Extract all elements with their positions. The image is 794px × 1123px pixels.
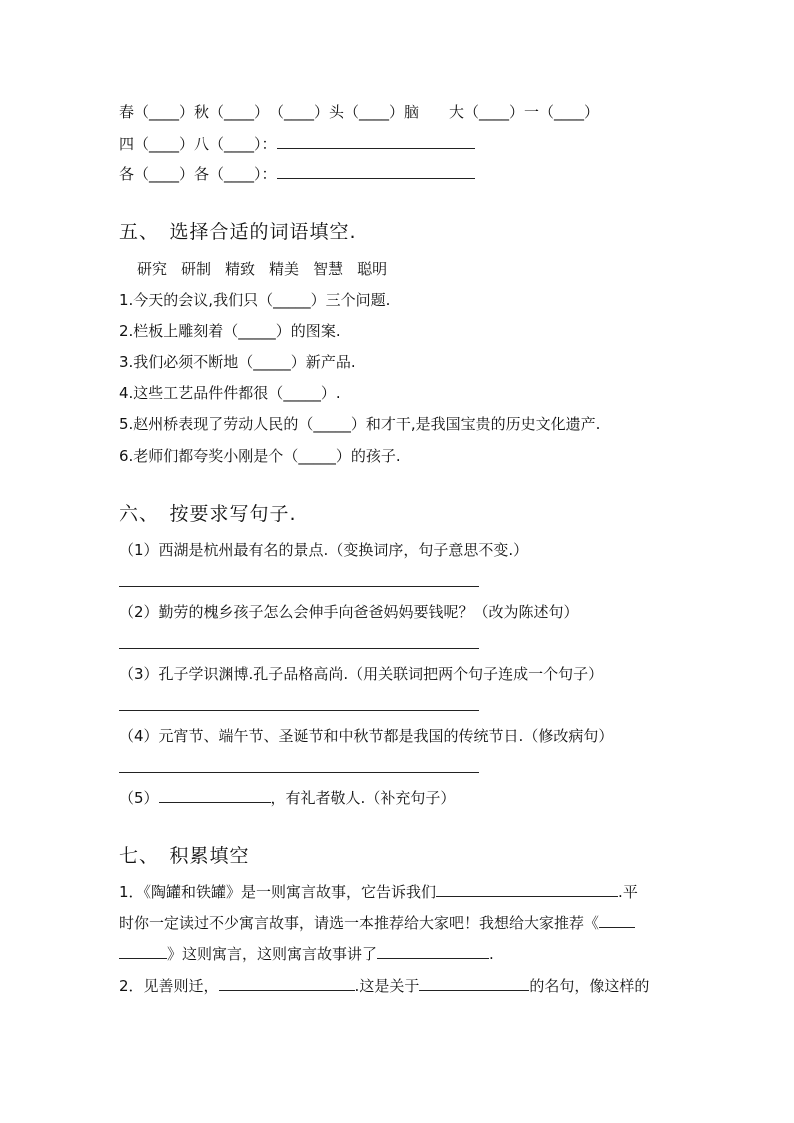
q1-text-c: 时你一定读过不少寓言故事，请选一本推荐给大家吧！我想给大家推荐《: [119, 914, 600, 932]
word-bank-item: 精美: [269, 260, 300, 278]
q2-text-c: 的名句，像这样的: [529, 977, 650, 995]
section-7-q1-line-2: [119, 913, 635, 933]
idiom-row-1: 春（____）秋（____） （____）头（____）脑 大（____）一（____）: [119, 103, 600, 121]
section-7-q1-line-1: [119, 882, 638, 902]
answer-blank[interactable]: [159, 788, 271, 803]
section-5-item-5: 5.赵州桥表现了劳动人民的（_____）和才干,是我国宝贵的历史文化遗产.: [119, 415, 601, 433]
answer-blank[interactable]: [599, 913, 635, 928]
section-6-heading: 六、 按要求写句子.: [119, 503, 297, 525]
q1-text-d: 》这则寓言，这则寓言故事讲了: [167, 945, 378, 963]
answer-line[interactable]: [119, 586, 479, 587]
q1-text-b: .平: [618, 883, 638, 901]
section-6-item-3: （3）孔子学识渊博.孔子品格高尚.（用关联词把两个句子连成一个句子）: [119, 665, 604, 683]
word-bank-item: 研究: [137, 260, 168, 278]
item-5-prefix: （5）: [119, 789, 159, 807]
word-bank-item: 聪明: [357, 260, 388, 278]
answer-blank[interactable]: [419, 976, 529, 991]
word-bank: [137, 258, 401, 279]
section-7-q1-line-3: [119, 944, 494, 964]
section-7-q2-line-1: [119, 976, 649, 996]
section-5-item-4: 4.这些工艺品件件都很（_____）.: [119, 384, 341, 402]
answer-blank[interactable]: [219, 976, 355, 991]
section-5-item-6: 6.老师们都夸奖小刚是个（_____）的孩子.: [119, 447, 401, 465]
word-bank-item: 精致: [225, 260, 256, 278]
section-5-item-3: 3.我们必须不断地（_____）新产品.: [119, 353, 356, 371]
section-5-item-2: 2.栏板上雕刻着（_____）的图案.: [119, 322, 341, 340]
word-bank-item: 研制: [181, 260, 212, 278]
section-6-item-5: [119, 788, 455, 808]
answer-blank[interactable]: [277, 164, 475, 179]
idiom-row-2-text: 四（____）八（____）：: [119, 135, 277, 153]
answer-blank[interactable]: [277, 134, 475, 149]
section-5-item-1: 1.今天的会议,我们只（_____）三个问题.: [119, 291, 391, 309]
answer-blank[interactable]: [119, 944, 167, 959]
item-5-suffix: ，有礼者敬人.（补充句子）: [270, 789, 456, 807]
idiom-row-3: [119, 164, 475, 184]
answer-blank[interactable]: [377, 944, 489, 959]
answer-line[interactable]: [119, 772, 479, 773]
section-6-item-4: （4）元宵节、端午节、圣诞节和中秋节都是我国的传统节日.（修改病句）: [119, 727, 614, 745]
q1-text-a: 1．《陶罐和铁罐》是一则寓言故事，它告诉我们: [119, 883, 437, 901]
section-5-heading: 五、 选择合适的词语填空.: [119, 221, 357, 243]
word-bank-item: 智慧: [313, 260, 344, 278]
section-6-item-2: （2）勤劳的槐乡孩子怎么会伸手向爸爸妈妈要钱呢？（改为陈述句）: [119, 603, 579, 621]
answer-blank[interactable]: [436, 882, 618, 897]
idiom-row-3-text: 各（____）各（____）：: [119, 165, 277, 183]
section-7-heading: 七、 积累填空: [119, 845, 250, 867]
answer-line[interactable]: [119, 710, 479, 711]
q1-text-e: .: [489, 945, 494, 963]
idiom-row-2: [119, 134, 475, 154]
answer-line[interactable]: [119, 648, 479, 649]
q2-text-b: .这是关于: [354, 977, 420, 995]
section-6-item-1: （1）西湖是杭州最有名的景点.（变换词序，句子意思不变.）: [119, 541, 529, 559]
q2-text-a: 2．见善则迁，: [119, 977, 219, 995]
